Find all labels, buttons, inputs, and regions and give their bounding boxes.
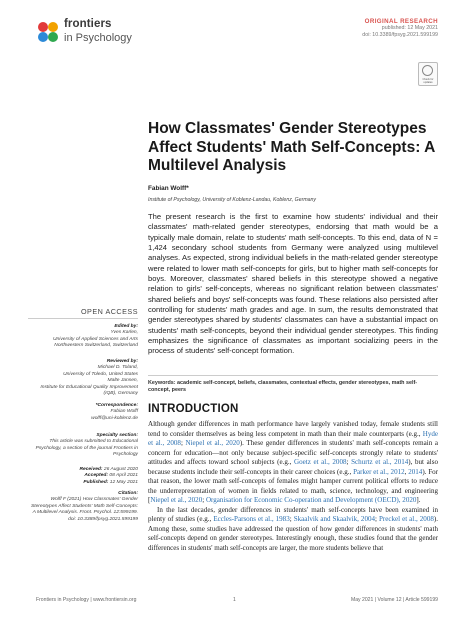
article-author[interactable]: Fabian Wolff* — [148, 185, 189, 192]
keywords-divider — [148, 375, 438, 376]
citation-link[interactable]: Skaalvik and Skaalvik, 2004 — [293, 515, 376, 523]
citation-link[interactable]: Schurtz et al., 2014 — [351, 458, 409, 466]
introduction-body — [148, 420, 438, 553]
intro-paragraph-1: Although gender differences in math performance have largely vanished today, female students still tend to consider themselves as being less competent in math than their male counterparts (e.g., Hyde et al., 2008; Niepel et al., 2020). These gender differences in students' math self-concepts remain a concern for education—not only because subject-specific self-concepts strongly relate to students' attitudes and affects toward school subjects (e.g., Goetz et al., 2008; Schurtz et al., 2014), but also because students include their self-concepts in their career choices (e.g., Parker et al., 2012, 2014). For that reason, the lower math self-concepts of females might hamper current political efforts to reduce the underrepresentation of women in fields related to math, science, technology, and engineering [Niepel et al., 2020; Organisation for Economic Co-operation and Development (OECD), 2020]. — [148, 420, 438, 504]
published-row: Published: 12 May 2021 — [83, 479, 138, 485]
logo-journal: in Psychology — [64, 32, 132, 44]
correspondence-name: Fabian Wolff — [110, 409, 138, 415]
open-access-label: OPEN ACCESS — [80, 307, 138, 316]
frontiers-logo-icon — [36, 20, 60, 44]
reviewer-1-affiliation: University of Toledo, United States — [63, 371, 138, 377]
edited-by-label: Edited by: — [114, 324, 138, 329]
published-date: published: 12 May 2021 — [381, 25, 438, 31]
citation-link[interactable]: 2014 — [408, 467, 423, 476]
logo-name: frontiers — [64, 18, 112, 30]
citation-link[interactable]: Hyde et al., 2008 — [148, 429, 438, 447]
citation-link[interactable]: Organisation for Economic Co-operation and Development (OECD), 2020 — [205, 496, 417, 504]
published-date-sidebar: 12 May 2021 — [109, 479, 138, 485]
article-title: How Classmates' Gender Stereotypes Affect Students' Math Self-Concepts: A Multilevel Analysis — [148, 120, 435, 174]
specialty-block — [28, 433, 138, 459]
update-icon — [422, 65, 433, 76]
citation-block — [28, 491, 138, 523]
received-row: Received: 26 August 2020 — [79, 467, 138, 472]
citation-link[interactable]: Preckel et al., 2008 — [378, 515, 434, 523]
citation-text: Wolff F (2021) How Classmates' Gender Stereotypes Affect Students' Math Self-Concepts: A Multilevel Analysis. Front. Psychol. 12:599199. doi: 10.3389/fpsyg.2021.599199 — [30, 497, 138, 522]
specialty-text: This article was submitted to Educational Psychology, a section of the journal Frontiers in Psychology — [35, 439, 138, 458]
abstract: The present research is the first to examine how students' individual and their classmates' math-related gender stereotypes, endorsing that math would be a typically male domain, relate to students' math self-concepts. To this end, data of N = 1,424 secondary school students from Germany were analyzed using multilevel analyses. As expected, strong individual beliefs in the math-related gender stereotype were related to lower math self-concepts for girls, but to higher math self-concepts for boys. Moreover, classmates' shared beliefs in this stereotype showed a negative relation to girls' self-concepts, whereas no significant relation between classmates' shared beliefs and boys' self-concepts was found. These relations also persisted after controlling for students' math grades and age. In sum, the results demonstrated that gender stereotypes shared by students' classmates can have a substantial impact on students' math self-concepts, beyond their individual gender stereotypes. This finding emphasizes the significance of classmates as important socializing peers in the process of students' self-concept formation. — [148, 212, 438, 356]
intro-paragraph-2: In the last decades, gender differences in students' math self-concepts have been examined in plenty of studies (e.g., Eccles-Parsons et al., 1983; Skaalvik and Skaalvik, 2004; Preckel et al., 2008). Among these, some studies have addressed the question of how gender differences in students' math self-concepts depend on gender stereotypes. Interestingly enough, these studies found that the gender differences in students' math self-concepts are larger, the more students believe that — [148, 505, 438, 552]
received-date: 26 August 2020 — [103, 467, 138, 472]
reviewer-1-name[interactable]: Michael D. Toland, — [97, 365, 138, 371]
citation-link[interactable]: Goetz et al., 2008 — [294, 458, 347, 466]
editor-affiliation: University of Applied Sciences and Arts Northwestern Switzerland, Switzerland — [53, 336, 138, 349]
citation-label: Citation: — [118, 491, 138, 496]
correspondence-block — [28, 403, 138, 422]
check-for-updates-badge[interactable] — [418, 62, 438, 86]
footer-volume-info: May 2021 | Volume 12 | Article 599199 — [350, 597, 438, 603]
sidebar-divider — [28, 318, 138, 319]
citation-link[interactable]: Eccles-Parsons et al., 1983 — [213, 515, 290, 523]
doi-link[interactable]: doi: 10.3389/fpsyg.2021.599199 — [362, 32, 438, 38]
frontiers-logo[interactable] — [36, 18, 156, 52]
specialty-label: Specialty section: — [96, 433, 138, 438]
reviewed-by-block — [28, 359, 138, 397]
citation-link[interactable]: Niepel et al., 2020 — [150, 496, 203, 504]
reviewed-by-label: Reviewed by: — [106, 359, 138, 364]
article-type: ORIGINAL RESEARCH — [364, 18, 438, 25]
page-number: 1 — [233, 597, 236, 603]
author-affiliation: Institute of Psychology, University of Koblenz-Landau, Koblenz, Germany — [148, 197, 317, 203]
reviewer-2-name[interactable]: Malte Jansen, — [107, 378, 138, 384]
citation-link[interactable]: Parker et al., 2012 — [353, 467, 405, 476]
accepted-date: 08 April 2021 — [109, 473, 138, 479]
article-header-info — [268, 18, 438, 39]
correspondence-email[interactable]: wolff@uni-koblenz.de — [91, 415, 138, 421]
accepted-row: Accepted: 08 April 2021 — [84, 473, 138, 479]
correspondence-label: *Correspondence: — [95, 403, 138, 408]
introduction-heading: INTRODUCTION — [148, 403, 239, 415]
editor-name[interactable]: Yves Karlen, — [110, 330, 138, 336]
citation-link[interactable]: Niepel et al., 2020 — [185, 439, 240, 447]
reviewer-2-affiliation: Institute for Educational Quality Improvement (IQB), Germany — [40, 384, 138, 397]
badge-text: Check for updates — [422, 78, 434, 84]
dates-block — [28, 467, 138, 486]
keywords: Keywords: academic self-concept, beliefs, classmates, contextual effects, gender stereotypes, math self-concept, peers — [148, 380, 418, 394]
footer-journal-link[interactable]: Frontiers in Psychology | www.frontiersin.org — [36, 597, 137, 603]
edited-by-block — [28, 324, 138, 350]
